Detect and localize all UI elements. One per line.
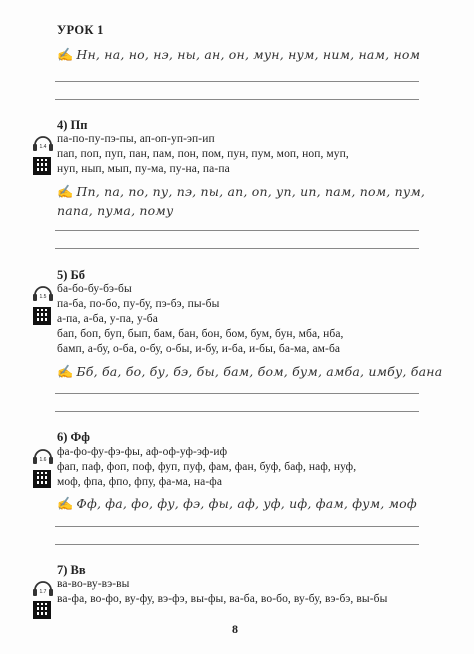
headphones-icon[interactable] — [32, 578, 54, 598]
section-heading: 4) Пп — [57, 118, 88, 132]
cursive-text: Нн, на, но, нэ, ны, ан, он, мун, нум, ним, нам, ном — [76, 47, 421, 62]
text-line: ба-бо-бу-бэ-бы — [57, 283, 132, 295]
cursive-text: Пп, па, по, пу, пэ, пы, ап, оп, уп, ип, пам, пом, пум, — [76, 184, 426, 199]
text-line: па-по-пу-пэ-пы, ап-оп-уп-эп-ип — [57, 133, 215, 145]
text-line: бамп, а-бу, о-ба, о-бу, о-бы, и-бу, и-ба, и-бы, ба-ма, ам-ба — [57, 343, 341, 355]
cursive-text: Бб, ба, бо, бу, бэ, бы, бам, бом, бум, амба, имбу, бана — [76, 364, 443, 379]
qr-code-icon[interactable] — [33, 470, 51, 488]
writing-line — [55, 230, 419, 231]
pencil-icon: ✍ — [57, 365, 74, 380]
headphones-icon[interactable] — [32, 283, 54, 303]
writing-line — [55, 81, 419, 82]
text-line: ва-фа, во-фо, ву-фу, вэ-фэ, вы-фы, ва-ба, во-бо, ву-бу, вэ-бэ, вы-бы — [57, 593, 388, 605]
cursive-text: Фф, фа, фо, фу, фэ, фы, аф, уф, иф, фам, фум, моф — [76, 496, 417, 511]
pencil-icon: ✍ — [57, 497, 74, 512]
pencil-icon: ✍ — [57, 185, 74, 200]
cursive-line — [57, 364, 442, 380]
cursive-line: папа, пума, пому — [57, 203, 174, 218]
headphones-icon[interactable] — [32, 133, 54, 153]
section-heading: 5) Бб — [57, 268, 86, 282]
qr-code-icon[interactable] — [33, 601, 51, 619]
text-line: па-ба, по-бо, пу-бу, пэ-бэ, пы-бы — [57, 298, 220, 310]
writing-line — [55, 248, 419, 249]
lesson-title: УРОК 1 — [57, 23, 104, 37]
text-line: а-па, а-ба, у-па, у-ба — [57, 313, 158, 325]
intro-cursive-line — [57, 47, 420, 63]
text-line: фа-фо-фу-фэ-фы, аф-оф-уф-эф-иф — [57, 446, 228, 458]
writing-line — [55, 544, 419, 545]
writing-line — [55, 393, 419, 394]
writing-line — [55, 99, 419, 100]
qr-code-icon[interactable] — [33, 307, 51, 325]
cursive-line — [57, 184, 425, 200]
text-line: нуп, нып, мып, пу-ма, пу-на, па-па — [57, 163, 230, 175]
headphones-icon[interactable] — [32, 446, 54, 466]
page-number: 8 — [232, 622, 238, 636]
track-number: 1.7 — [39, 589, 47, 595]
cursive-line — [57, 496, 417, 512]
track-number: 1.4 — [39, 144, 47, 150]
text-line: пап, поп, пуп, пан, пам, пон, пом, пун, пум, моп, ноп, муп, — [57, 148, 349, 160]
text-line: моф, фпа, фпо, фпу, фа-ма, на-фа — [57, 476, 223, 488]
pencil-icon: ✍ — [57, 48, 74, 63]
text-line: фап, паф, фоп, поф, фуп, пуф, фам, фан, буф, баф, наф, нуф, — [57, 461, 357, 473]
qr-code-icon[interactable] — [33, 157, 51, 175]
section-heading: 7) Вв — [57, 563, 86, 577]
track-number: 1.5 — [39, 294, 47, 300]
text-line: бап, боп, буп, бып, бам, бан, бон, бом, бум, бун, мба, нба, — [57, 328, 344, 340]
section-heading: 6) Фф — [57, 430, 90, 444]
writing-line — [55, 526, 419, 527]
writing-line — [55, 411, 419, 412]
text-line: ва-во-ву-вэ-вы — [57, 578, 130, 590]
track-number: 1.6 — [39, 457, 47, 463]
